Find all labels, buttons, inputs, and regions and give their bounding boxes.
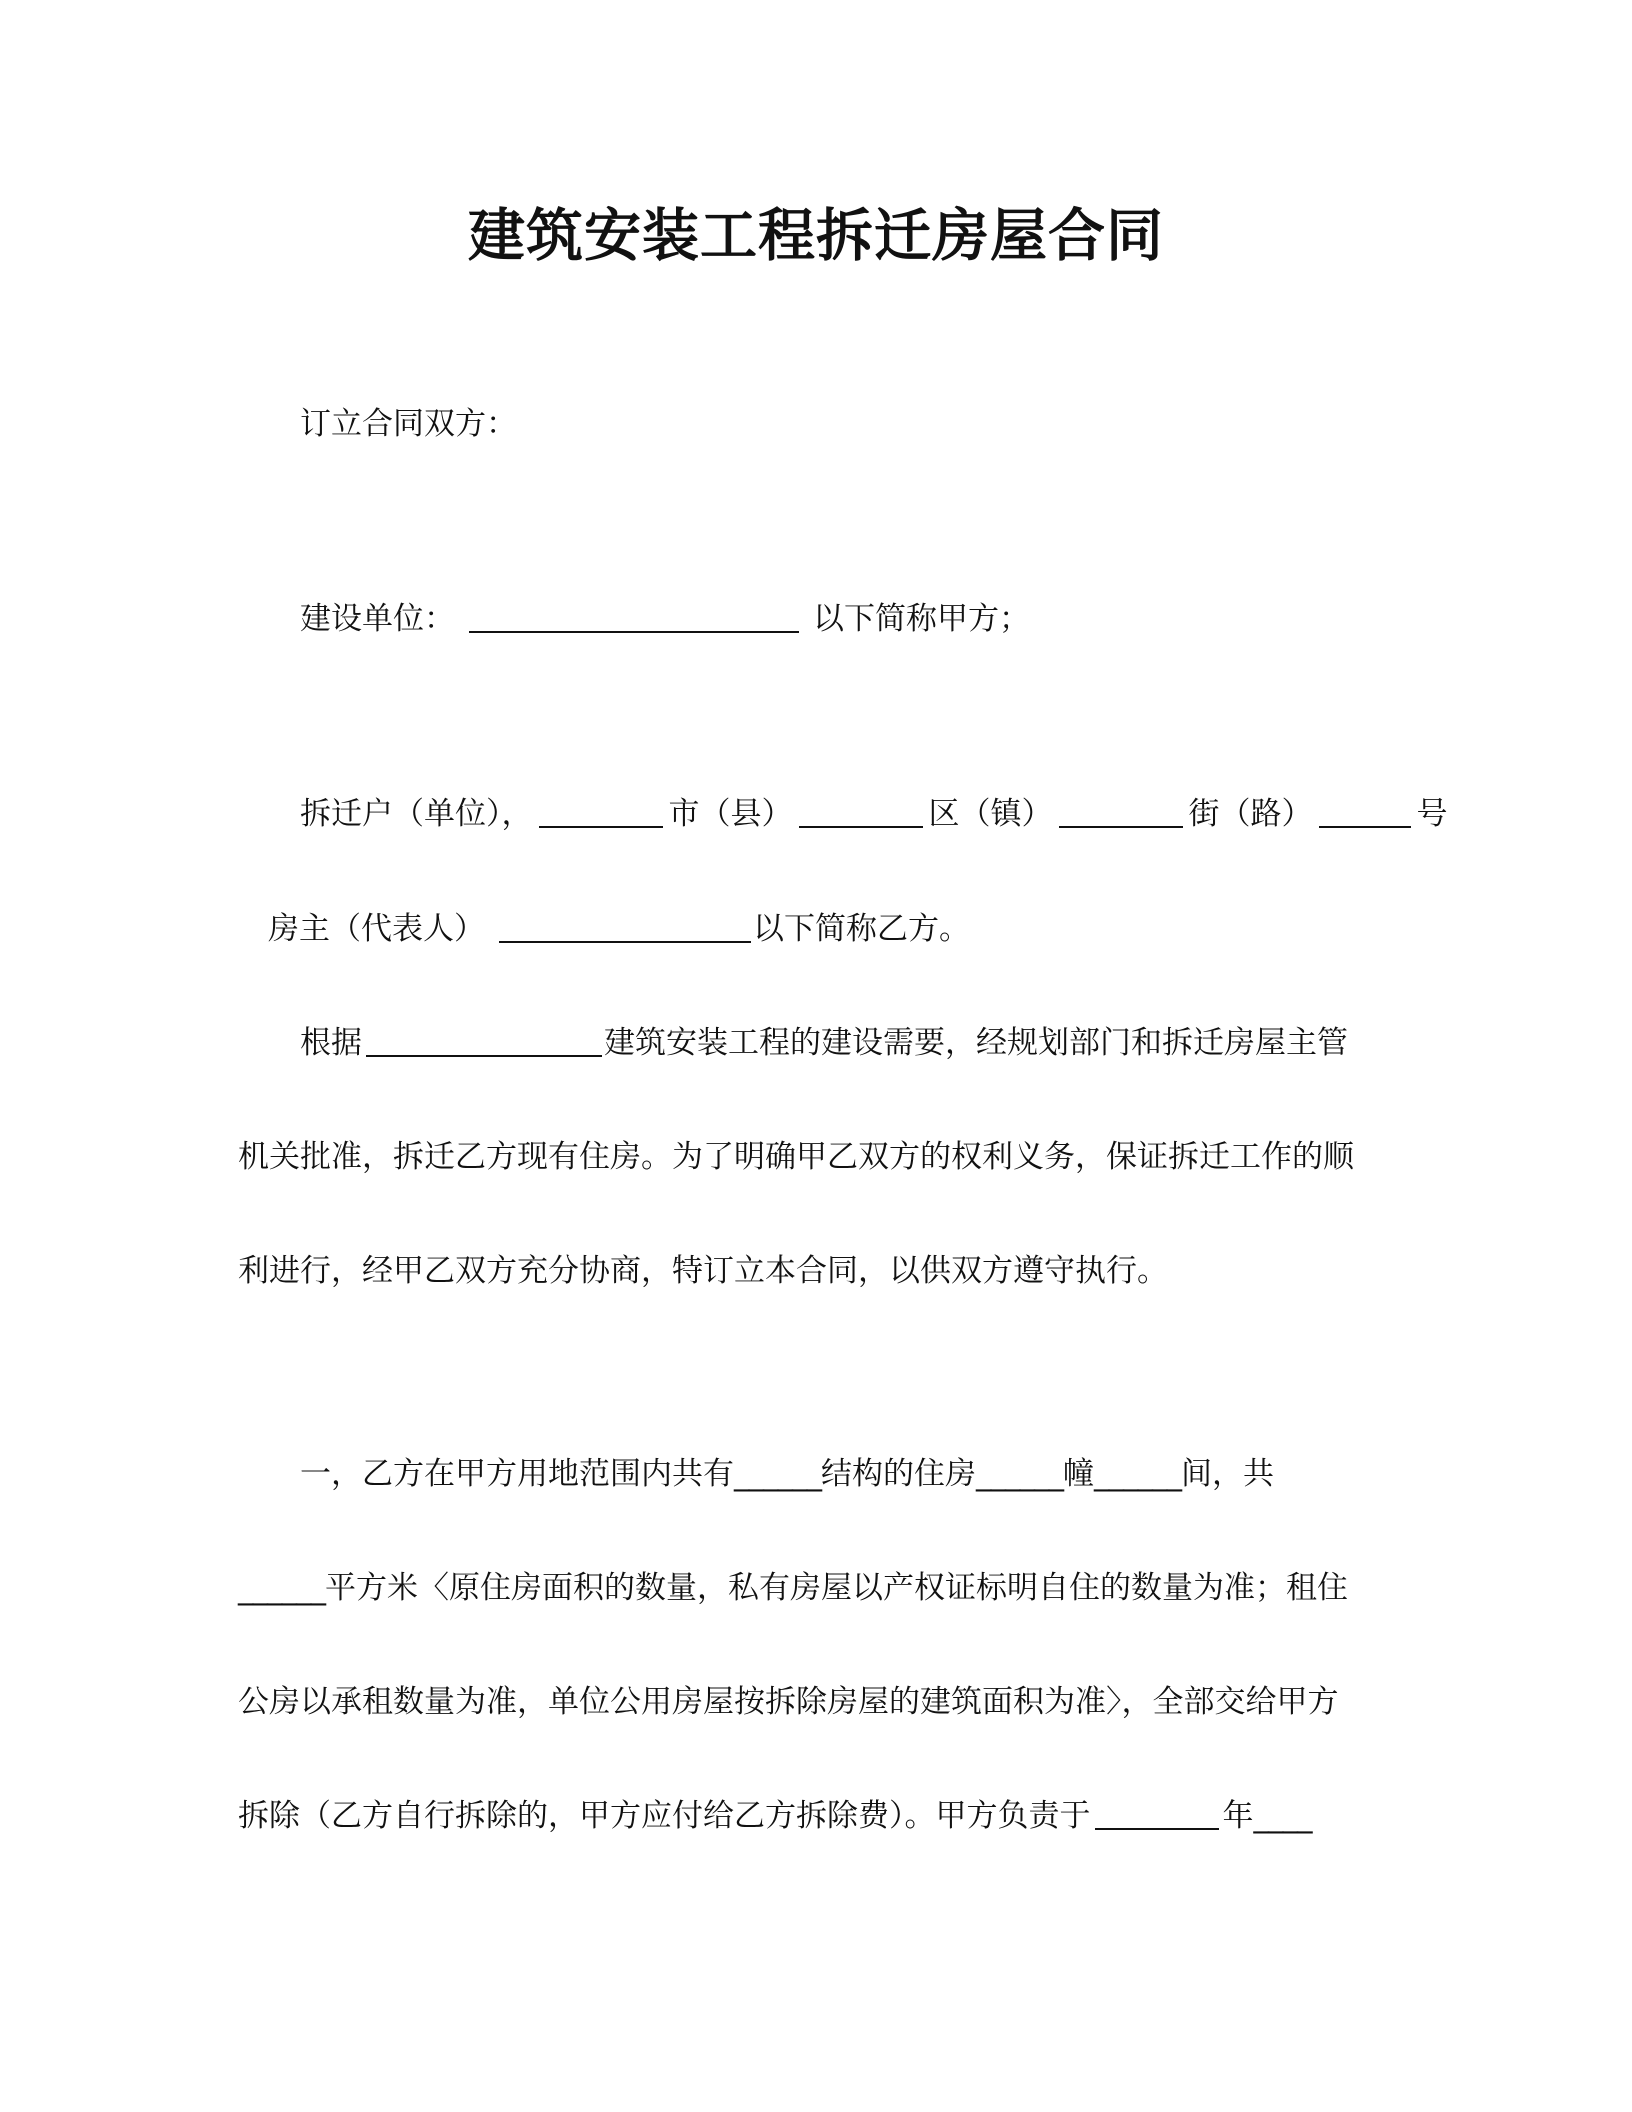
parties-heading: 订立合同双方：: [300, 406, 517, 442]
party-a-label: 建设单位：: [300, 601, 455, 637]
party-b-prefix: 拆迁户（单位），: [300, 796, 533, 832]
clause-1-text-b: 结构的住房: [821, 1456, 976, 1492]
clause-1-line-4-text: 拆除（乙方自行拆除的，甲方应付给乙方拆除费）。甲方负责于: [238, 1798, 1091, 1834]
party-a-name-blank: [469, 601, 799, 633]
owner-suffix: 以下简称乙方。: [753, 911, 970, 947]
preamble-line1-rest: 建筑安装工程的建设需要，经规划部门和拆迁房屋主管: [604, 1025, 1348, 1061]
party-b-owner-line: [268, 907, 970, 951]
year-label: 年: [1222, 1798, 1254, 1834]
room-count-blank: ______: [1094, 1456, 1181, 1492]
area-blank: ______: [238, 1570, 325, 1606]
clause-1-line-2: [238, 1566, 1348, 1610]
project-name-blank: [366, 1025, 602, 1057]
year-blank: [1095, 1798, 1219, 1830]
city-blank: [539, 796, 663, 828]
party-a-suffix: 以下简称甲方；: [813, 601, 1030, 637]
number-blank: [1319, 796, 1411, 828]
street-label: 街（路）: [1188, 796, 1313, 832]
clause-1-text-d: 间，共: [1181, 1456, 1274, 1492]
party-a-line: [300, 597, 1030, 641]
clause-1-line-1: [300, 1452, 1274, 1496]
district-blank: [799, 796, 923, 828]
preamble-line-2: 机关批准，拆迁乙方现有住房。为了明确甲乙双方的权利义务，保证拆迁工作的顺: [238, 1139, 1354, 1175]
street-blank: [1059, 796, 1183, 828]
party-b-address-line: [300, 792, 1448, 836]
structure-blank: ______: [734, 1456, 821, 1492]
document-title: 建筑安装工程拆迁房屋合同: [468, 203, 1164, 269]
preamble-line-1: [300, 1021, 1348, 1065]
month-blank: ____: [1253, 1798, 1312, 1834]
clause-1-line-2-text: 平方米〈原住房面积的数量，私有房屋以产权证标明自住的数量为准；租住: [325, 1570, 1348, 1606]
number-label: 号: [1416, 796, 1448, 832]
building-count-blank: ______: [976, 1456, 1063, 1492]
preamble-line-3: 利进行，经甲乙双方充分协商，特订立本合同，以供双方遵守执行。: [238, 1253, 1168, 1289]
district-label: 区（镇）: [928, 796, 1053, 832]
clause-1-line-3: 公房以承租数量为准，单位公用房屋按拆除房屋的建筑面积为准〉，全部交给甲方: [238, 1684, 1339, 1720]
owner-label: 房主（代表人）: [268, 911, 485, 947]
owner-name-blank: [499, 911, 751, 943]
city-label: 市（县）: [668, 796, 793, 832]
preamble-lead: 根据: [300, 1025, 362, 1061]
clause-1-text-a: 一，乙方在甲方用地范围内共有: [300, 1456, 734, 1492]
clause-1-line-4: [238, 1794, 1312, 1838]
clause-1-text-c: 幢: [1063, 1456, 1094, 1492]
